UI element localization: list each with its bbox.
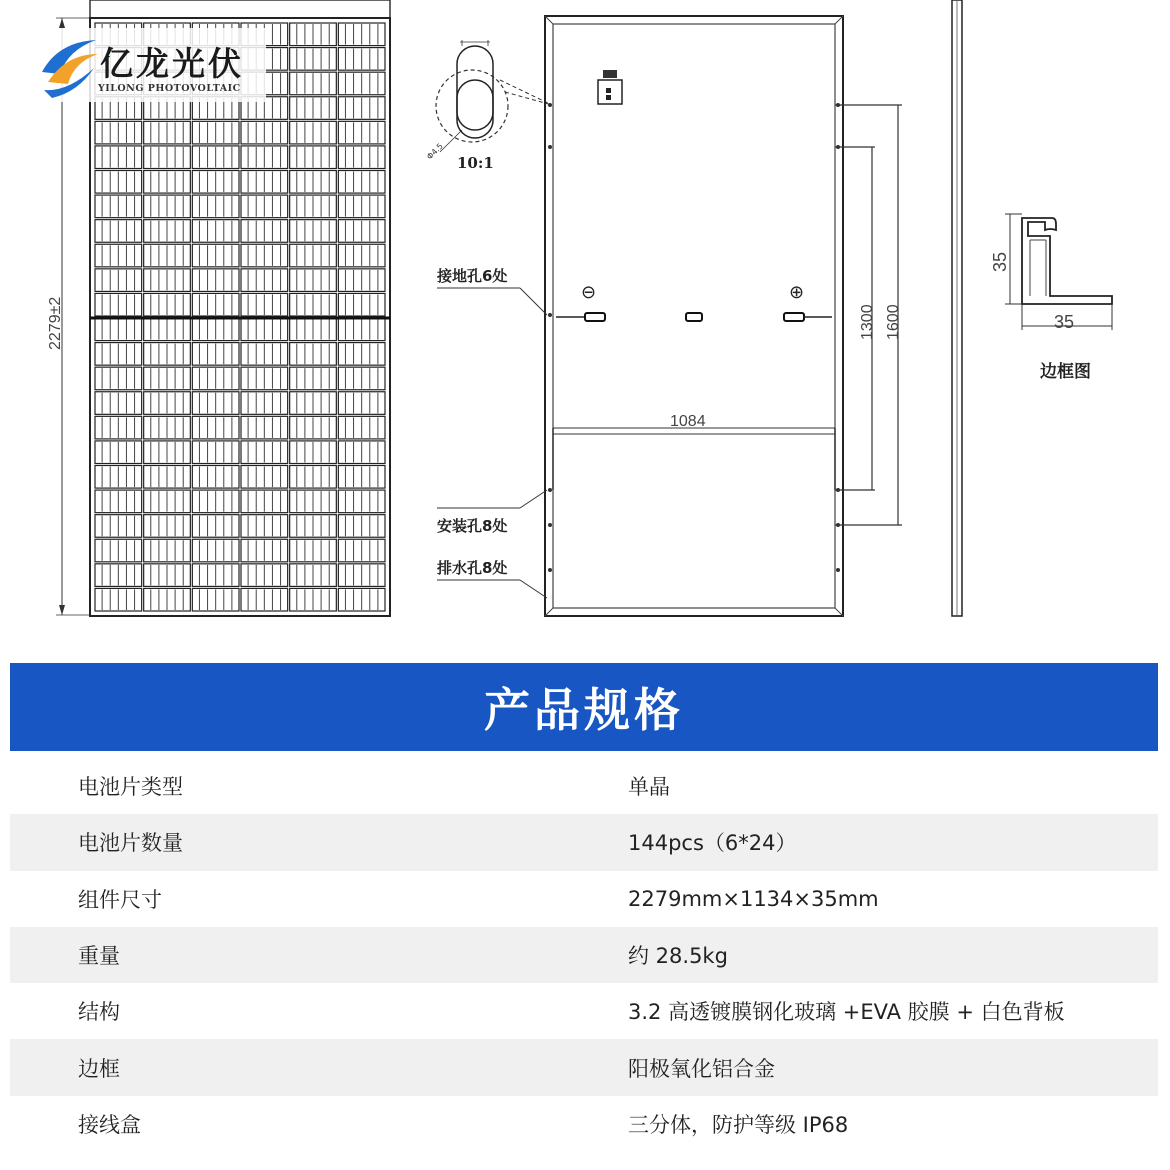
- side-view: [952, 0, 962, 616]
- frame-caption: 边框图: [1040, 362, 1091, 382]
- height-dimension: [47, 18, 90, 615]
- spec-banner: [10, 663, 1158, 751]
- brand-name-en: YILONG PHOTOVOLTAIC: [98, 83, 241, 94]
- spec-row: [10, 983, 1158, 1039]
- spec-row: [10, 927, 1158, 983]
- mount-holes-label: 安装孔8处: [437, 517, 508, 535]
- spec-row: [10, 871, 1158, 927]
- brand-name-cn: 亿龙光伏: [100, 44, 244, 83]
- spec-label: 电池片数量: [78, 831, 183, 856]
- spec-label: 结构: [78, 1000, 120, 1025]
- brand-logo: [38, 28, 266, 102]
- spec-row: [10, 814, 1158, 870]
- spec-value: 单晶: [628, 775, 670, 800]
- spec-value: 阳极氧化铝合金: [628, 1056, 775, 1081]
- dim-1300-label: 1300: [859, 304, 876, 340]
- height-dim-label: 2279±2: [47, 296, 64, 350]
- spec-value: 三分体，防护等级 IP68: [628, 1112, 849, 1137]
- spec-section-title: 产品规格: [484, 683, 684, 737]
- spec-label: 接线盒: [78, 1112, 141, 1137]
- ground-holes-label: 接地孔6处: [437, 267, 508, 285]
- spec-label: 电池片类型: [78, 775, 183, 800]
- spec-row: [10, 1096, 1158, 1152]
- frame-profile: [990, 214, 1112, 382]
- detail-scale-label: 10:1: [457, 154, 494, 172]
- spec-table: [10, 758, 1158, 1152]
- spec-label: 重量: [78, 944, 120, 969]
- drain-holes-label: 排水孔8处: [437, 559, 508, 577]
- logo-swoosh-icon: [38, 32, 98, 102]
- minus-symbol: ⊖: [581, 282, 597, 303]
- width-dim-label: 1084: [670, 413, 706, 430]
- hole-detail: [425, 40, 552, 172]
- spec-value: 约 28.5kg: [628, 944, 728, 969]
- frame-height-label: 35: [990, 251, 1010, 272]
- spec-label: 边框: [78, 1056, 120, 1081]
- spec-row: [10, 1039, 1158, 1095]
- spec-label: 组件尺寸: [78, 887, 162, 912]
- hole-diameter-label: Φ4.5: [425, 141, 445, 162]
- back-view: [436, 16, 902, 616]
- dim-1600-label: 1600: [885, 304, 902, 340]
- plus-symbol: ⊕: [789, 282, 805, 303]
- spec-row: [10, 758, 1158, 814]
- frame-width-label: 35: [1054, 312, 1075, 332]
- spec-value: 3.2 高透镀膜钢化玻璃 +EVA 胶膜 + 白色背板: [628, 1000, 1065, 1025]
- spec-value: 2279mm×1134×35mm: [628, 886, 879, 911]
- spec-value: 144pcs（6*24）: [628, 831, 797, 856]
